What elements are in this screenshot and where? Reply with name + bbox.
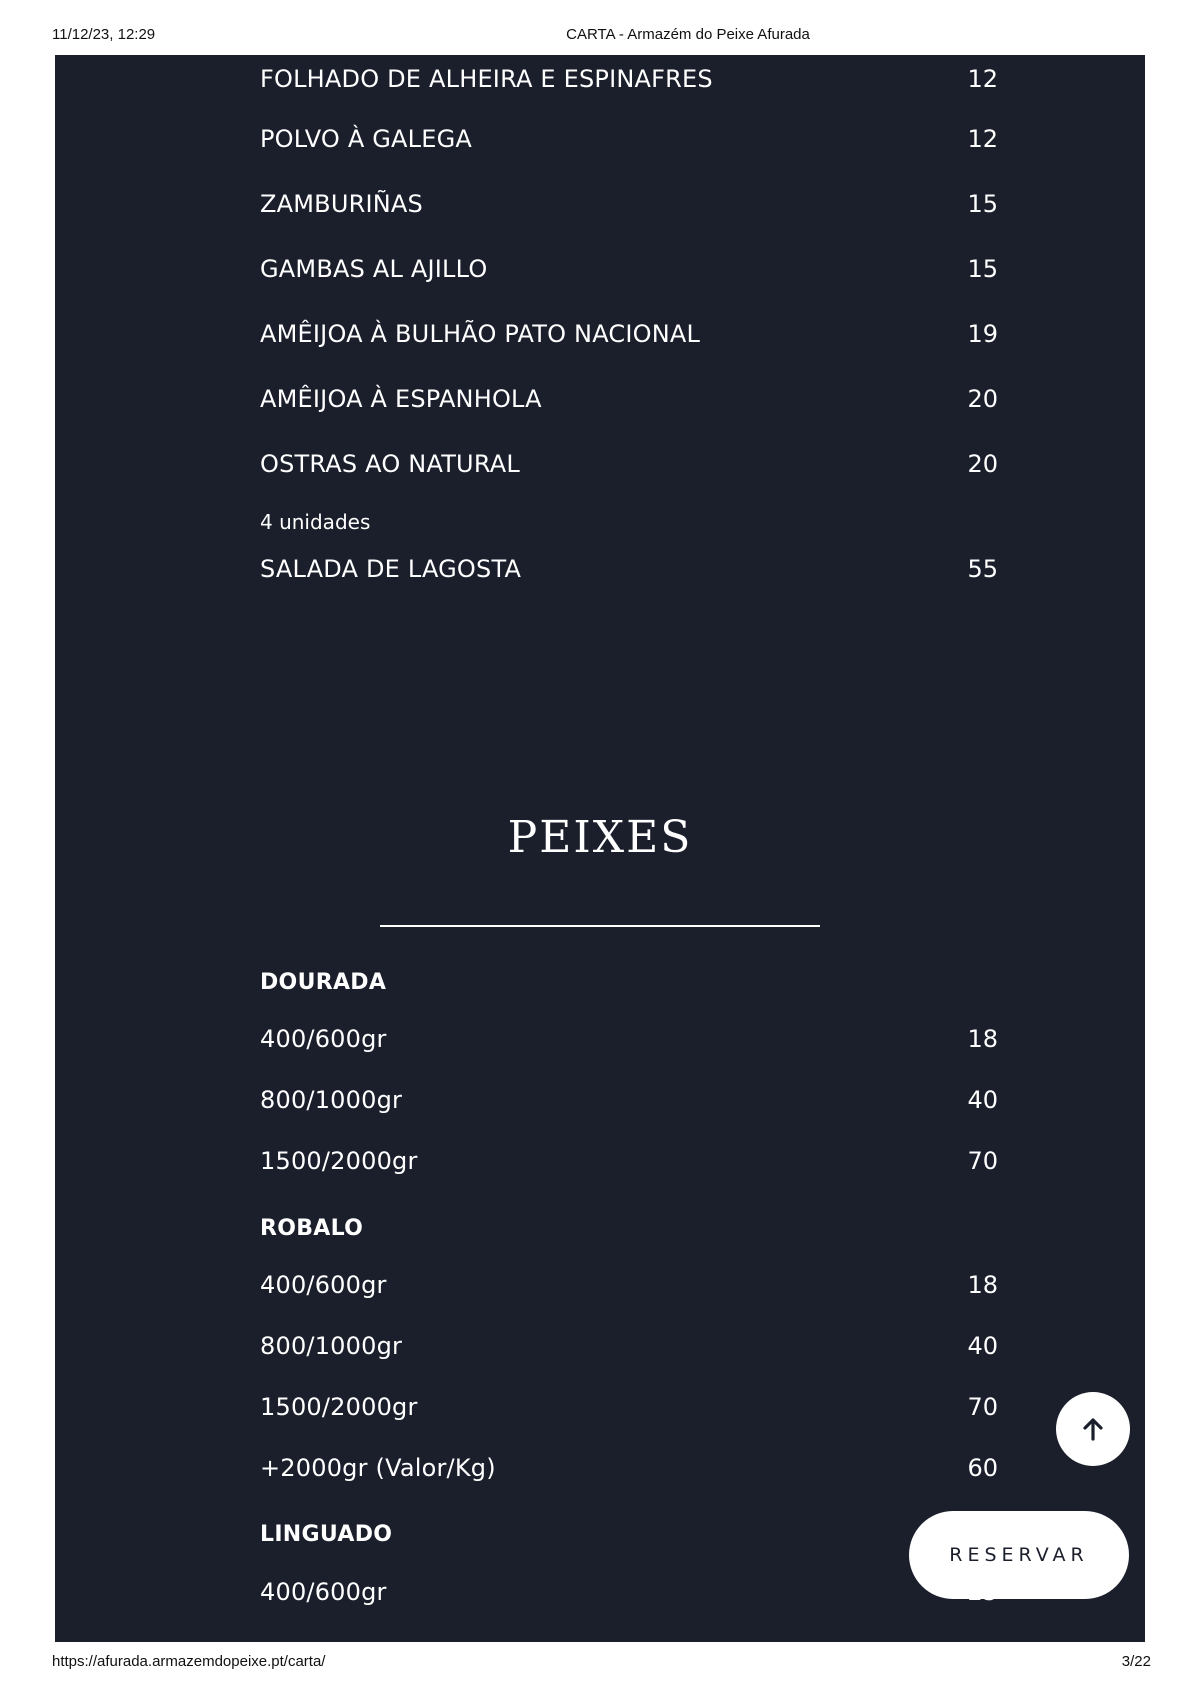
- fish-size-row: [260, 1578, 998, 1614]
- print-page-number: 3/22: [1121, 1653, 1151, 1670]
- fish-price: 60: [967, 1454, 998, 1482]
- fish-price: 18: [967, 1271, 998, 1299]
- fish-size: 1500/2000gr: [260, 1393, 418, 1421]
- menu-item-name: SALADA DE LAGOSTA: [260, 555, 522, 583]
- menu-item-price: 15: [967, 255, 998, 283]
- menu-item-price: 12: [967, 125, 998, 153]
- fish-size: 800/1000gr: [260, 1086, 403, 1114]
- fish-group-title: ROBALO: [260, 1216, 364, 1241]
- fish-price: 40: [967, 1332, 998, 1360]
- fish-size: 800/1000gr: [260, 1332, 403, 1360]
- section-divider: [380, 925, 820, 927]
- fish-size: 400/600gr: [260, 1025, 387, 1053]
- menu-item: [260, 320, 998, 356]
- fish-size-row: [260, 1454, 998, 1490]
- print-title: CARTA - Armazém do Peixe Afurada: [566, 26, 810, 43]
- fish-size-row: [260, 1393, 998, 1429]
- fish-size: 400/600gr: [260, 1271, 387, 1299]
- fish-price: 70: [967, 1147, 998, 1175]
- menu-item-name: POLVO À GALEGA: [260, 125, 473, 153]
- menu-item-name: ZAMBURIÑAS: [260, 190, 423, 218]
- print-datetime: 11/12/23, 12:29: [52, 26, 156, 43]
- fish-size: +2000gr (Valor/Kg): [260, 1454, 496, 1482]
- menu-item-name: OSTRAS AO NATURAL: [260, 450, 520, 478]
- fish-price: 70: [967, 1393, 998, 1421]
- fish-size-row: [260, 1147, 998, 1183]
- fish-price: 40: [967, 1086, 998, 1114]
- fish-group-title: LINGUADO: [260, 1522, 393, 1547]
- menu-item-price: 55: [967, 555, 998, 583]
- menu-item-price: 19: [967, 320, 998, 348]
- menu-item: [260, 190, 998, 226]
- menu-item-name: FOLHADO DE ALHEIRA E ESPINAFRES: [260, 65, 713, 93]
- menu-item-price: 20: [967, 450, 998, 478]
- print-url: https://afurada.armazemdopeixe.pt/carta/: [52, 1653, 326, 1670]
- menu-page: [55, 55, 1145, 1642]
- menu-item-price: 12: [967, 65, 998, 93]
- fish-size-row: [260, 1332, 998, 1368]
- fish-price: 18: [967, 1025, 998, 1053]
- scroll-to-top-button[interactable]: [1056, 1392, 1130, 1466]
- menu-item: [260, 255, 998, 291]
- menu-item: [260, 65, 998, 101]
- fish-group-title: DOURADA: [260, 970, 387, 995]
- menu-item: [260, 385, 998, 421]
- print-header: [0, 26, 1200, 56]
- menu-item: [260, 555, 998, 591]
- fish-size-row: [260, 1025, 998, 1061]
- menu-item-name: AMÊIJOA À ESPANHOLA: [260, 385, 542, 413]
- menu-item-name: AMÊIJOA À BULHÃO PATO NACIONAL: [260, 320, 701, 348]
- menu-item-name: GAMBAS AL AJILLO: [260, 255, 488, 283]
- menu-item-price: 20: [967, 385, 998, 413]
- reservar-button[interactable]: RESERVAR: [909, 1511, 1129, 1599]
- menu-item: [260, 125, 998, 161]
- arrow-up-icon: [1082, 1417, 1104, 1441]
- fish-size: 1500/2000gr: [260, 1147, 418, 1175]
- print-footer: [0, 1653, 1200, 1683]
- fish-size: 400/600gr: [260, 1578, 387, 1606]
- section-title: PEIXES: [507, 812, 693, 863]
- menu-item: [260, 450, 998, 486]
- menu-item-price: 15: [967, 190, 998, 218]
- fish-size-row: [260, 1086, 998, 1122]
- menu-item-note: 4 unidades: [260, 510, 371, 534]
- fish-size-row: [260, 1271, 998, 1307]
